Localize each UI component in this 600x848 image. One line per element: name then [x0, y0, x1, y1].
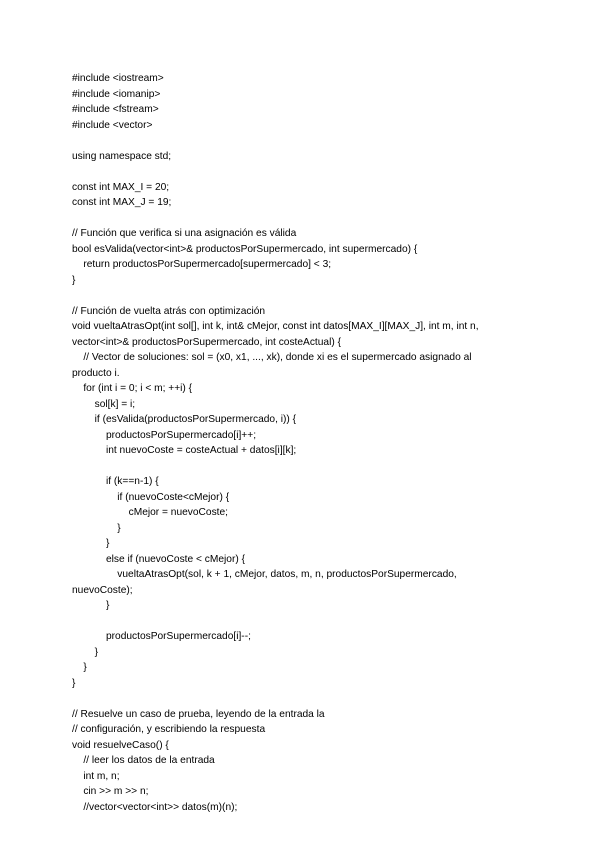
code-line: const int MAX_I = 20; — [72, 181, 170, 193]
code-line: // Función de vuelta atrás con optimización — [72, 305, 266, 317]
code-line: cin >> m >> n; — [72, 786, 149, 797]
code-line: if (nuevoCoste<cMejor) { — [72, 491, 230, 503]
code-listing — [72, 71, 532, 815]
code-line: else if (nuevoCoste < cMejor) { — [72, 553, 245, 565]
code-line: vueltaAtrasOpt(sol, k + 1, cMejor, datos, m, n, productosPorSupermercado, — [72, 569, 457, 580]
code-line: void vueltaAtrasOpt(int sol[], int k, int& cMejor, const int datos[MAX_I][MAX_J], int m, int n, — [72, 321, 479, 332]
code-line: productosPorSupermercado[i]--; — [72, 631, 251, 642]
code-line: // configuración, y escribiendo la respuesta — [72, 724, 266, 735]
code-line: bool esValida(vector<int>& productosPorSupermercado, int supermercado) { — [72, 243, 418, 255]
code-line: } — [72, 274, 76, 286]
code-line — [72, 211, 532, 227]
code-line: #include <iomanip> — [72, 88, 161, 100]
code-line — [72, 133, 532, 149]
code-line — [72, 614, 532, 630]
code-line: int nuevoCoste = costeActual + datos[i][k]; — [72, 445, 297, 456]
code-line: #include <iostream> — [72, 73, 164, 84]
code-line: if (esValida(productosPorSupermercado, i)) { — [72, 414, 297, 425]
code-line: sol[k] = i; — [72, 398, 136, 410]
code-line: const int MAX_J = 19; — [72, 197, 172, 208]
code-line: } — [72, 538, 110, 549]
code-line: #include <fstream> — [72, 104, 159, 115]
code-line: // Vector de soluciones: sol = (x0, x1, ..., xk), donde xi es el supermercado asignado al — [72, 352, 472, 363]
code-line: } — [72, 662, 87, 673]
code-line: productosPorSupermercado[i]++; — [72, 429, 257, 441]
code-line — [72, 691, 532, 707]
code-line: int m, n; — [72, 770, 120, 782]
code-line: // leer los datos de la entrada — [72, 755, 215, 766]
code-line: } — [72, 646, 99, 658]
code-line: void resuelveCaso() { — [72, 739, 169, 751]
code-line: // Resuelve un caso de prueba, leyendo de la entrada la — [72, 708, 325, 720]
code-line: nuevoCoste); — [72, 584, 133, 596]
code-line: #include <vector> — [72, 119, 153, 131]
code-line: cMejor = nuevoCoste; — [72, 507, 228, 518]
code-line: //vector<vector<int>> datos(m)(n); — [72, 801, 238, 813]
code-line: return productosPorSupermercado[supermercado] < 3; — [72, 259, 332, 270]
code-line — [72, 164, 532, 180]
code-line: } — [72, 677, 76, 689]
code-line: if (k==n-1) { — [72, 476, 159, 487]
code-line — [72, 459, 532, 475]
code-line: using namespace std; — [72, 150, 172, 162]
code-line: producto i. — [72, 367, 120, 379]
code-line: for (int i = 0; i < m; ++i) { — [72, 383, 193, 394]
code-line — [72, 288, 532, 304]
code-line: vector<int>& productosPorSupermercado, int costeActual) { — [72, 336, 341, 348]
code-line: } — [72, 522, 121, 534]
code-line: } — [72, 600, 110, 611]
code-line: // Función que verifica si una asignación es válida — [72, 228, 297, 239]
